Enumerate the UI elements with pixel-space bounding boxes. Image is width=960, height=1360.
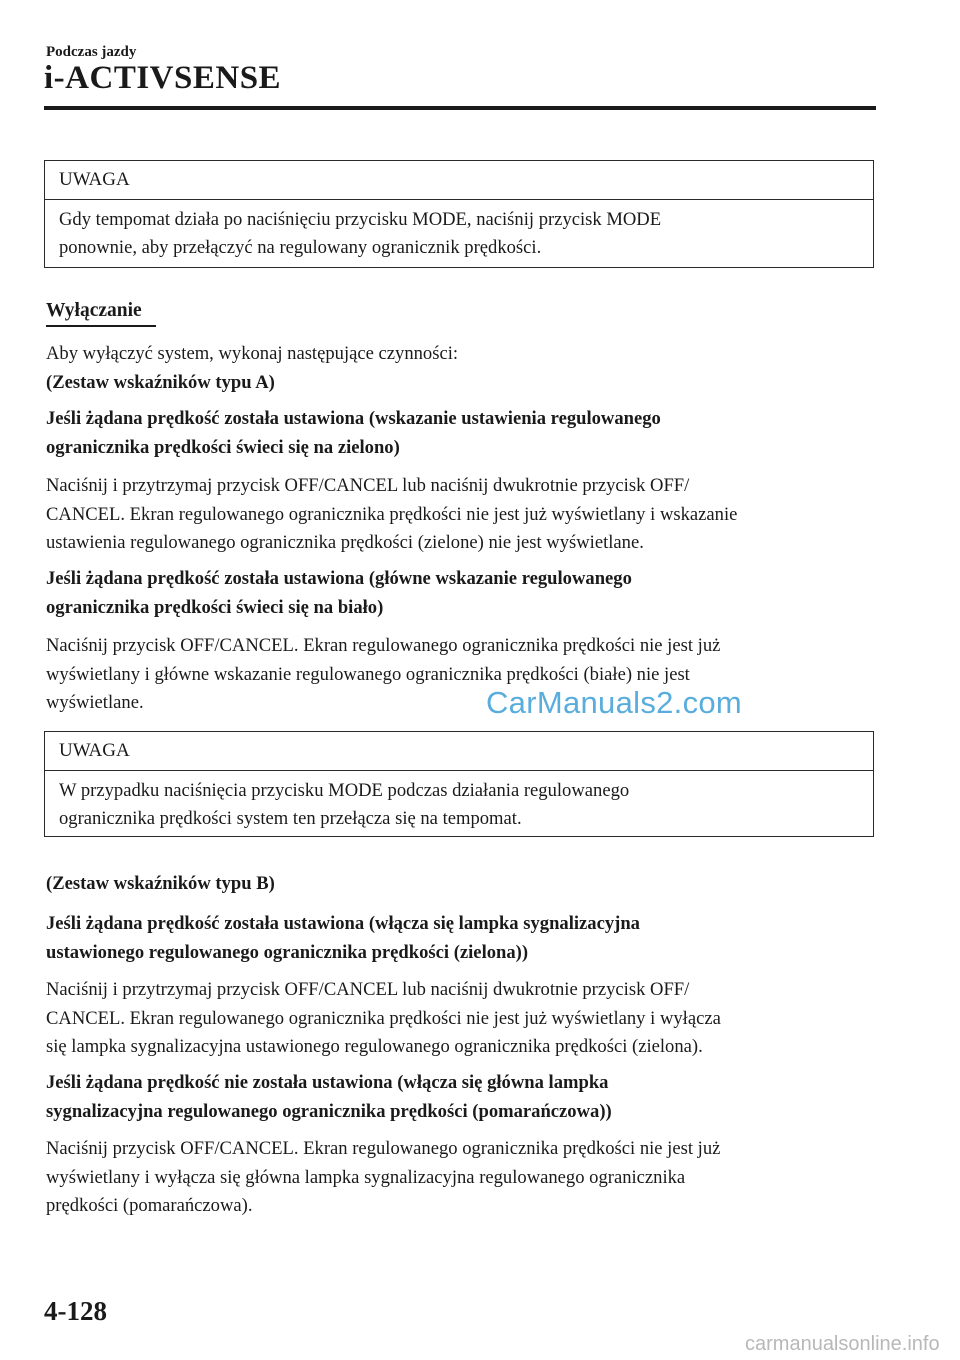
condition-1 xyxy=(46,405,876,462)
text-line: Naciśnij i przytrzymaj przycisk OFF/CANCEL lub naciśnij dwukrotnie przycisk OFF/ xyxy=(46,979,690,1000)
text-line: Jeśli żądana prędkość została ustawiona (główne wskazanie regulowanego xyxy=(46,568,632,589)
condition-4 xyxy=(46,1069,876,1126)
paragraph-2 xyxy=(46,632,876,718)
subheading-underline xyxy=(46,325,156,327)
subheading-wylaczanie xyxy=(46,300,156,327)
condition-2 xyxy=(46,565,876,622)
subheading-text: Wyłączanie xyxy=(46,300,142,321)
text-line: CANCEL. Ekran regulowanego ogranicznika prędkości nie jest już wyświetlany i wskazanie xyxy=(46,503,738,525)
text-line: ogranicznika prędkości świeci się na biało) xyxy=(46,596,384,618)
note-body xyxy=(45,200,873,262)
paragraph-1 xyxy=(46,472,876,558)
type-b-label: (Zestaw wskaźników typu B) xyxy=(46,873,275,894)
note-box-2 xyxy=(44,731,874,837)
note-title: UWAGA xyxy=(45,161,873,200)
text-line: wyświetlany i główne wskazanie regulowanego ogranicznika prędkości (białe) nie jest xyxy=(46,663,690,685)
footer-watermark: carmanualsonline.info xyxy=(745,1333,940,1355)
text-line: Naciśnij przycisk OFF/CANCEL. Ekran regulowanego ogranicznika prędkości nie jest już xyxy=(46,1138,721,1159)
note-line: ponownie, aby przełączyć na regulowany ogranicznik prędkości. xyxy=(59,237,542,258)
text-line: Naciśnij i przytrzymaj przycisk OFF/CANCEL lub naciśnij dwukrotnie przycisk OFF/ xyxy=(46,475,690,496)
type-a-label: (Zestaw wskaźników typu A) xyxy=(46,371,275,393)
paragraph-intro xyxy=(46,340,876,397)
text-line: Naciśnij przycisk OFF/CANCEL. Ekran regulowanego ogranicznika prędkości nie jest już xyxy=(46,635,721,656)
text-line: ogranicznika prędkości świeci się na zielono) xyxy=(46,436,400,458)
text-line: Jeśli żądana prędkość została ustawiona (wskazanie ustawienia regulowanego xyxy=(46,408,661,429)
paragraph-3 xyxy=(46,976,876,1062)
condition-3 xyxy=(46,910,876,967)
text-line: się lampka sygnalizacyjna ustawionego regulowanego ogranicznika prędkości (zielona). xyxy=(46,1036,703,1057)
page-number: 4-128 xyxy=(44,1296,107,1326)
text-line: Jeśli żądana prędkość została ustawiona (włącza się lampka sygnalizacyjna xyxy=(46,913,640,934)
watermark-logo: CarManuals2.com xyxy=(486,685,743,720)
section-label: Podczas jazdy xyxy=(46,44,137,60)
note-body xyxy=(45,771,873,833)
text-line: ustawionego regulowanego ogranicznika prędkości (zielona)) xyxy=(46,941,529,963)
header-rule xyxy=(44,106,876,110)
paragraph-4 xyxy=(46,1135,876,1221)
note-line: W przypadku naciśnięcia przycisku MODE podczas działania regulowanego xyxy=(59,780,630,801)
text-line: sygnalizacyjna regulowanego ogranicznika prędkości (pomarańczowa)) xyxy=(46,1100,612,1122)
note-box-1 xyxy=(44,160,874,268)
text-line: prędkości (pomarańczowa). xyxy=(46,1195,253,1216)
text-line: Aby wyłączyć system, wykonaj następujące czynności: xyxy=(46,343,459,364)
note-title: UWAGA xyxy=(45,732,873,771)
text-line: CANCEL. Ekran regulowanego ogranicznika prędkości nie jest już wyświetlany i wyłącza xyxy=(46,1007,721,1029)
text-line: wyświetlany i wyłącza się główna lampka sygnalizacyjna regulowanego ogranicznika xyxy=(46,1166,686,1188)
text-line: ustawienia regulowanego ogranicznika prędkości (zielone) nie jest wyświetlane. xyxy=(46,532,644,553)
text-line: wyświetlane. xyxy=(46,692,144,713)
note-line: Gdy tempomat działa po naciśnięciu przycisku MODE, naciśnij przycisk MODE xyxy=(59,209,662,230)
text-line: Jeśli żądana prędkość nie została ustawiona (włącza się główna lampka xyxy=(46,1072,609,1093)
note-line: ogranicznika prędkości system ten przełącza się na tempomat. xyxy=(59,808,522,829)
section-title: i-ACTIVSENSE xyxy=(44,60,282,96)
